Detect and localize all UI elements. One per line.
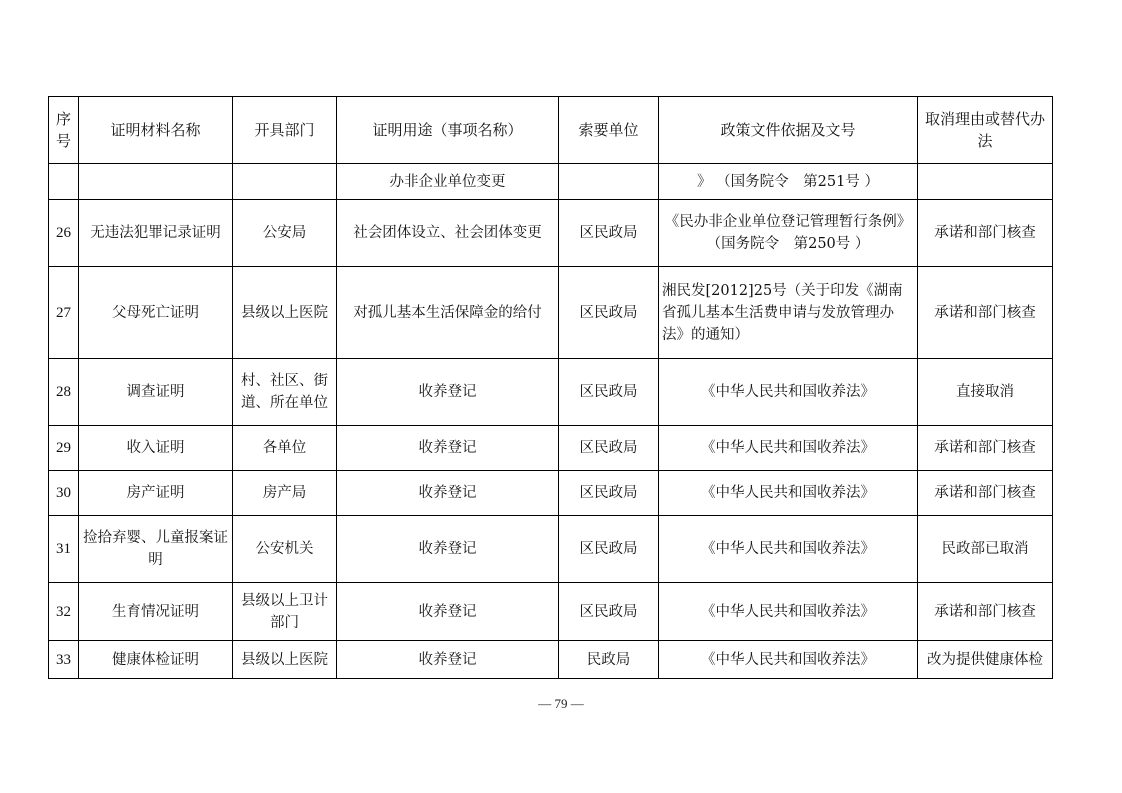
cell-requester: 区民政局: [559, 359, 659, 426]
cell-issuer: 村、社区、街道、所在单位: [233, 359, 337, 426]
cell-material: 生育情况证明: [79, 583, 233, 641]
document-sheet: [48, 96, 1052, 679]
table-row: [49, 516, 1053, 583]
header-requester: 索要单位: [559, 97, 659, 164]
header-reason: 取消理由或替代办法: [918, 97, 1053, 164]
page-number: — 79 —: [538, 696, 584, 711]
header-row: [49, 97, 1053, 164]
cell-issuer: 县级以上医院: [233, 267, 337, 359]
cell-requester: 区民政局: [559, 471, 659, 516]
cell-material: 捡拾弃婴、儿童报案证明: [79, 516, 233, 583]
cell-basis: 《民办非企业单位登记管理暂行条例》 （国务院令 第250号 ）: [659, 200, 918, 267]
header-material: 证明材料名称: [79, 97, 233, 164]
cell-basis: 湘民发[2012]25号（关于印发《湖南省孤儿基本生活费申请与发放管理办法》的通知）: [659, 267, 918, 359]
cell-requester: 区民政局: [559, 516, 659, 583]
cell-purpose: 收养登记: [337, 359, 559, 426]
cell-requester: [559, 164, 659, 200]
cell-basis: 》 （国务院令 第251号 ）: [659, 164, 918, 200]
cell-basis: 《中华人民共和国收养法》: [659, 426, 918, 471]
cell-reason: 承诺和部门核查: [918, 267, 1053, 359]
cell-seq: 33: [49, 641, 79, 679]
cell-basis: 《中华人民共和国收养法》: [659, 471, 918, 516]
table-row: [49, 641, 1053, 679]
cell-seq: 30: [49, 471, 79, 516]
cell-seq: 32: [49, 583, 79, 641]
cell-purpose: 收养登记: [337, 426, 559, 471]
cell-issuer: 各单位: [233, 426, 337, 471]
cell-issuer: 公安机关: [233, 516, 337, 583]
cell-issuer: 县级以上医院: [233, 641, 337, 679]
cell-requester: 区民政局: [559, 200, 659, 267]
cell-material: 无违法犯罪记录证明: [79, 200, 233, 267]
cell-material: 父母死亡证明: [79, 267, 233, 359]
cell-seq: 28: [49, 359, 79, 426]
table-row: [49, 583, 1053, 641]
cell-requester: 民政局: [559, 641, 659, 679]
cell-material: 健康体检证明: [79, 641, 233, 679]
cell-reason: 承诺和部门核查: [918, 583, 1053, 641]
cell-material: [79, 164, 233, 200]
header-issuer: 开具部门: [233, 97, 337, 164]
cell-reason: 承诺和部门核查: [918, 426, 1053, 471]
cell-reason: 承诺和部门核查: [918, 200, 1053, 267]
cell-basis: 《中华人民共和国收养法》: [659, 516, 918, 583]
table-row: [49, 426, 1053, 471]
cell-purpose: 办非企业单位变更: [337, 164, 559, 200]
header-basis: 政策文件依据及文号: [659, 97, 918, 164]
cell-basis: 《中华人民共和国收养法》: [659, 359, 918, 426]
table-row: [49, 200, 1053, 267]
cell-material: 收入证明: [79, 426, 233, 471]
header-seq: 序号: [49, 97, 79, 164]
cell-purpose: 收养登记: [337, 641, 559, 679]
table-row: [49, 267, 1053, 359]
cell-reason: 直接取消: [918, 359, 1053, 426]
cell-seq: 29: [49, 426, 79, 471]
cell-purpose: 收养登记: [337, 583, 559, 641]
cell-requester: 区民政局: [559, 426, 659, 471]
table-row: [49, 471, 1053, 516]
cell-issuer: 公安局: [233, 200, 337, 267]
certificate-table: [48, 96, 1053, 679]
cell-reason: 民政部已取消: [918, 516, 1053, 583]
cell-seq: [49, 164, 79, 200]
cell-material: 调查证明: [79, 359, 233, 426]
cell-reason: 承诺和部门核查: [918, 471, 1053, 516]
cell-requester: 区民政局: [559, 267, 659, 359]
cell-basis: 《中华人民共和国收养法》: [659, 583, 918, 641]
cell-seq: 26: [49, 200, 79, 267]
cell-purpose: 社会团体设立、社会团体变更: [337, 200, 559, 267]
table-row: [49, 359, 1053, 426]
continuation-row: [49, 164, 1053, 200]
cell-reason: 改为提供健康体检: [918, 641, 1053, 679]
cell-material: 房产证明: [79, 471, 233, 516]
cell-requester: 区民政局: [559, 583, 659, 641]
cell-purpose: 收养登记: [337, 471, 559, 516]
cell-basis: 《中华人民共和国收养法》: [659, 641, 918, 679]
cell-purpose: 收养登记: [337, 516, 559, 583]
cell-issuer: [233, 164, 337, 200]
cell-seq: 27: [49, 267, 79, 359]
cell-purpose: 对孤儿基本生活保障金的给付: [337, 267, 559, 359]
cell-seq: 31: [49, 516, 79, 583]
header-purpose: 证明用途（事项名称）: [337, 97, 559, 164]
cell-issuer: 县级以上卫计部门: [233, 583, 337, 641]
cell-reason: [918, 164, 1053, 200]
cell-issuer: 房产局: [233, 471, 337, 516]
